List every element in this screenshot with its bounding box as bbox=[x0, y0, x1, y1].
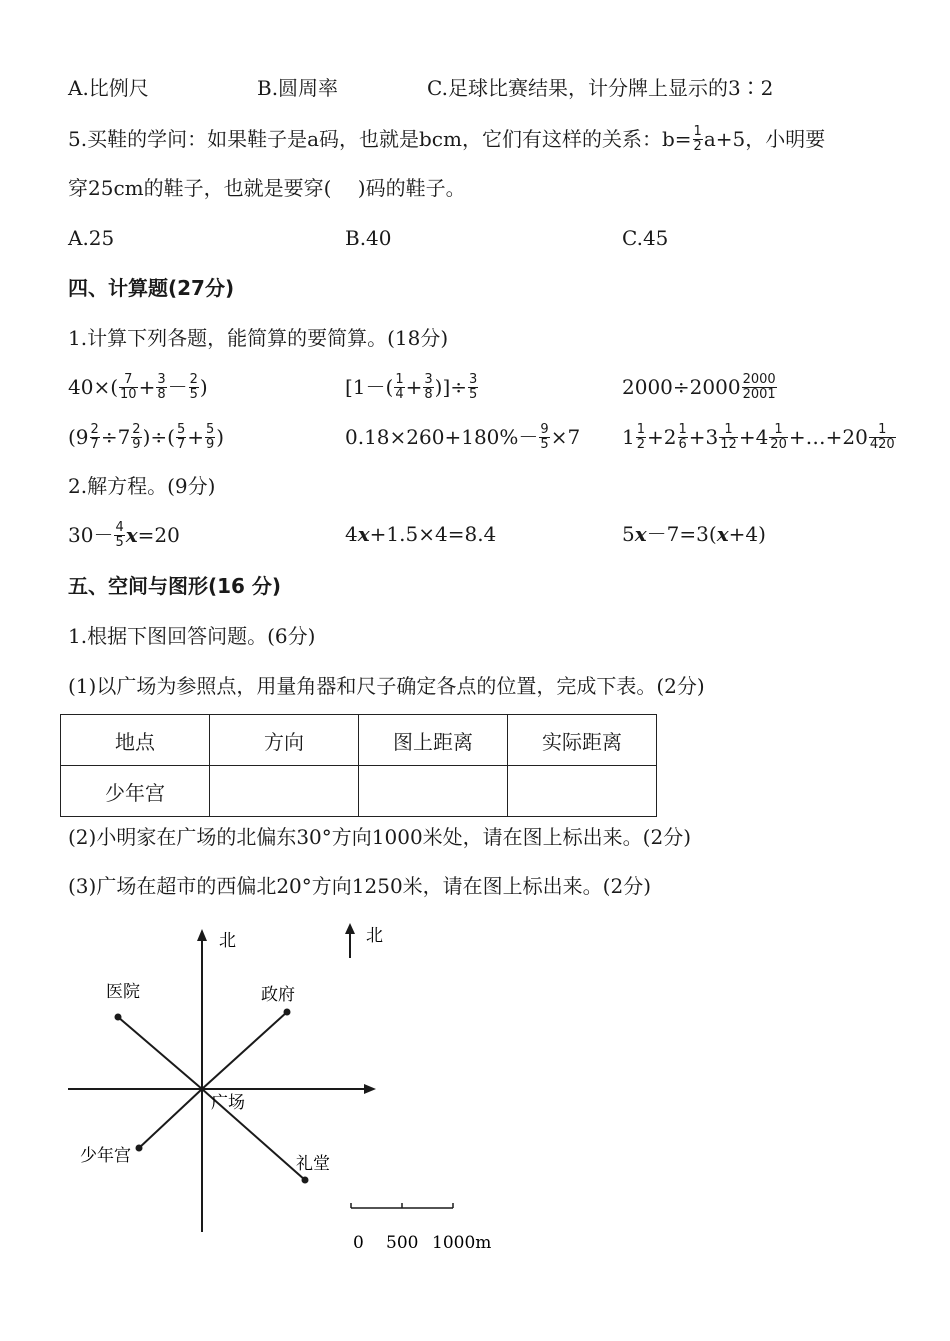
q4-option-a: A.比例尺 bbox=[68, 76, 149, 100]
section4-title: 四、计算题(27分) bbox=[68, 276, 235, 300]
table-header: 方向 bbox=[210, 715, 359, 766]
calc-expression-5: 0.18×260+180%－ $\frac{9}{5}$ ×7 bbox=[345, 422, 581, 452]
plaza-label: 广场 bbox=[211, 1093, 245, 1113]
section4-q2: 2.解方程。(9分) bbox=[68, 474, 216, 498]
youth-palace-point bbox=[136, 1145, 143, 1152]
hospital-point bbox=[115, 1014, 122, 1021]
equation-3: 5x－7=3(x+4) bbox=[622, 522, 766, 546]
section4-q1: 1.计算下列各题，能简算的要简算。(18分) bbox=[68, 326, 449, 350]
scale-label-1000m: 1000m bbox=[432, 1233, 492, 1253]
q5-line1: 5.买鞋的学问：如果鞋子是a码，也就是bcm，它们有这样的关系：b= $\frac{1}{2}$ a+5，小明要 bbox=[68, 124, 826, 154]
table-cell: 少年宫 bbox=[61, 766, 210, 817]
q5-line2: 穿25cm的鞋子，也就是要穿( )码的鞋子。 bbox=[68, 176, 466, 200]
scale-label-0: 0 bbox=[353, 1233, 364, 1253]
section5-sub1: (1)以广场为参照点，用量角器和尺子确定各点的位置，完成下表。(2分) bbox=[68, 674, 705, 698]
section5-q1: 1.根据下图回答问题。(6分) bbox=[68, 624, 316, 648]
auditorium-point bbox=[302, 1177, 309, 1184]
north-axis-arrow-icon bbox=[197, 929, 207, 941]
table-header: 图上距离 bbox=[359, 715, 508, 766]
scale-label-500: 500 bbox=[386, 1233, 419, 1253]
table-header: 实际距离 bbox=[508, 715, 657, 766]
ray-hospital bbox=[118, 1017, 202, 1089]
compass-north-arrow-icon bbox=[345, 923, 355, 934]
q5-option-a: A.25 bbox=[68, 226, 115, 250]
auditorium-label: 礼堂 bbox=[296, 1154, 330, 1174]
calc-expression-2: [1－( $\frac{1}{4}$ + $\frac{3}{8}$ )]÷ $\frac{3}{5}$ bbox=[345, 372, 478, 402]
section5-title: 五、空间与图形(16 分) bbox=[68, 574, 282, 598]
section5-sub2: (2)小明家在广场的北偏东30°方向1000米处，请在图上标出来。(2分) bbox=[68, 825, 692, 849]
calc-expression-6: 1 $\frac{1}{2}$ +2 $\frac{1}{6}$ +3 $\frac{1}{12}$ +4 $\frac{1}{20}$ +…+20 $\frac{1}{420}$ bbox=[622, 422, 895, 452]
q5-option-c: C.45 bbox=[622, 226, 669, 250]
north-axis-label: 北 bbox=[219, 931, 236, 951]
section5-sub3: (3)广场在超市的西偏北20°方向1250米，请在图上标出来。(2分) bbox=[68, 874, 652, 898]
ray-youth-palace bbox=[139, 1089, 202, 1148]
government-point bbox=[284, 1009, 291, 1016]
equation-2: 4x+1.5×4=8.4 bbox=[345, 522, 497, 546]
hospital-label: 医院 bbox=[106, 982, 140, 1002]
fraction: $\frac{1}{2}$ bbox=[693, 124, 702, 154]
equation-1: 30－ $\frac{4}{5}$ x=20 bbox=[68, 520, 180, 550]
government-label: 政府 bbox=[261, 985, 295, 1005]
youth-palace-label: 少年宫 bbox=[80, 1146, 131, 1166]
q4-option-b: B.圆周率 bbox=[257, 76, 339, 100]
ray-government bbox=[202, 1012, 287, 1089]
calc-expression-1: 40×( $\frac{7}{10}$ + $\frac{3}{8}$ － $\frac{2}{5}$ ) bbox=[68, 372, 208, 402]
q5-option-b: B.40 bbox=[345, 226, 392, 250]
east-axis-arrow-icon bbox=[364, 1084, 376, 1094]
q4-option-c: C.足球比赛结果，计分牌上显示的3∶2 bbox=[427, 76, 774, 100]
calc-expression-4: (9 $\frac{2}{7}$ ÷7 $\frac{2}{9}$ )÷( $\frac{5}{7}$ + $\frac{5}{9}$ ) bbox=[68, 422, 225, 452]
calc-expression-3: 2000÷2000 $\frac{2000}{2001}$ bbox=[622, 372, 776, 402]
compass-north-label: 北 bbox=[366, 926, 383, 946]
table-header: 地点 bbox=[61, 715, 210, 766]
